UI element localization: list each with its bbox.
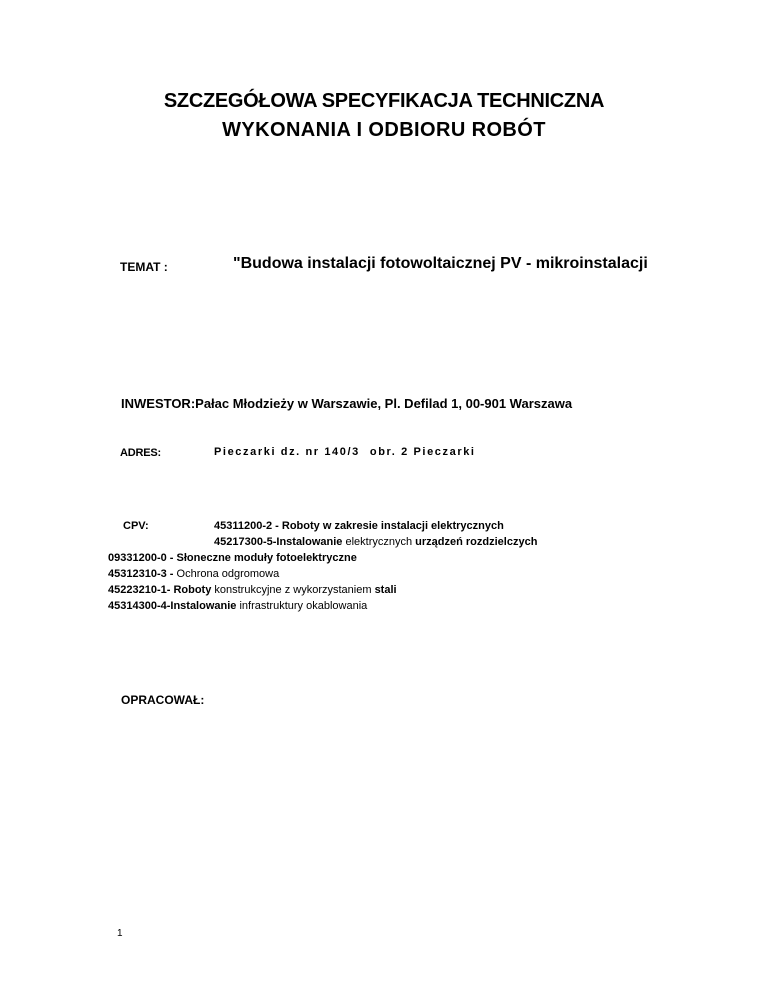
cpv-line-5-end: stali [374,584,397,596]
cpv-line-2-code: 45217300-5-Instalowanie [214,536,343,548]
temat-label: TEMAT : [120,260,168,274]
cpv-line-6 [108,600,367,612]
cpv-line-2-end: urządzeń rozdzielczych [415,536,538,548]
cpv-line-4-text: Ochrona odgromowa [176,568,280,580]
adres-value [214,446,476,458]
cpv-line-6-text: infrastruktury okablowania [239,600,368,612]
adres-label: ADRES: [120,447,161,459]
cpv-line-1: 45311200-2 - Roboty w zakresie instalacji elektrycznych [214,520,504,532]
cpv-line-3: 09331200-0 - Słoneczne moduły fotoelektryczne [108,552,357,564]
cpv-line-4-code: 45312310-3 - [108,568,174,580]
adres-value-part-1: Pieczarki dz. nr 140/3 [214,446,360,458]
cpv-line-2-middle: elektrycznych [345,536,413,548]
opracowal-label: OPRACOWAŁ: [121,693,205,707]
cpv-line-6-code: 45314300-4-Instalowanie [108,600,237,612]
document-title-line-1: SZCZEGÓŁOWA SPECYFIKACJA TECHNICZNA [163,90,605,112]
cpv-line-5 [108,584,397,596]
page-number: 1 [117,928,123,939]
temat-value: "Budowa instalacji fotowoltaicznej PV - mikroinstalacji [233,255,648,272]
cpv-line-2 [214,536,537,548]
cpv-line-4 [108,568,279,580]
cpv-line-5-code: 45223210-1- Roboty [108,584,212,596]
cpv-line-5-middle: konstrukcyjne z wykorzystaniem [214,584,372,596]
cpv-label: CPV: [123,520,149,532]
adres-value-part-2: obr. 2 Pieczarki [369,446,476,458]
investor-line: INWESTOR:Pałac Młodzieży w Warszawie, Pl. Defilad 1, 00-901 Warszawa [121,396,573,411]
document-title-line-2: WYKONANIA I ODBIORU ROBÓT [222,119,546,141]
